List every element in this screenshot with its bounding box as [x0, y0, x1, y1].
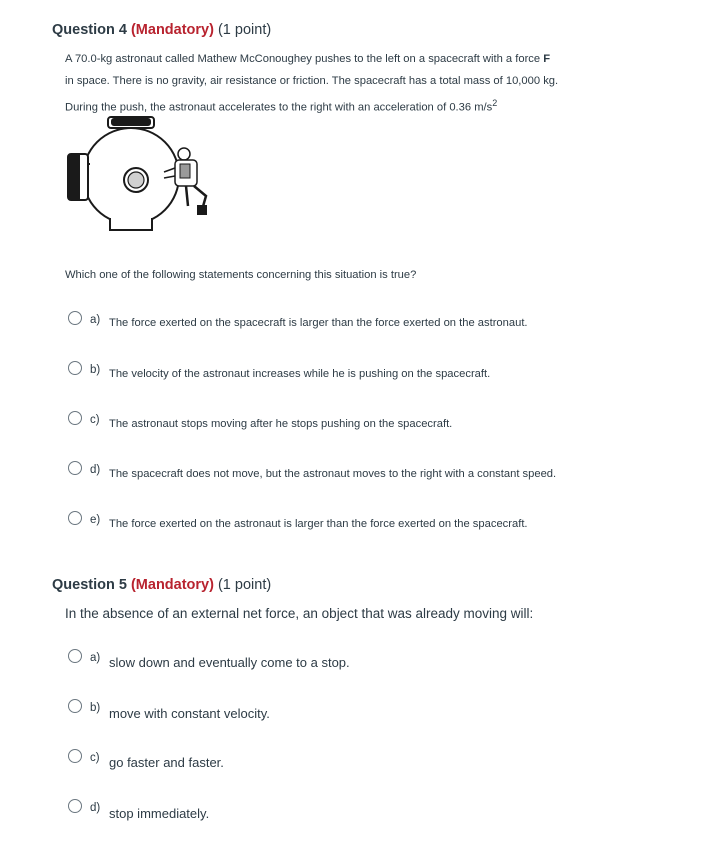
- q4-option-d-text[interactable]: The spacecraft does not move, but the astronaut moves to the right with a constant speed.: [109, 468, 557, 480]
- question-4-number: Question 4: [52, 22, 131, 38]
- question-4-line-1: A 70.0-kg astronaut called Mathew McConoughey pushes to the left on a spacecraft with a force F: [65, 53, 551, 65]
- question-5-number: Question 5: [52, 577, 131, 593]
- q4-option-d-letter: d): [90, 464, 101, 476]
- question-5-points: (1 point): [213, 577, 272, 593]
- q5-option-a-letter: a): [90, 652, 101, 664]
- q4-option-b-letter: b): [90, 364, 101, 376]
- q4-option-d-radio[interactable]: [68, 461, 82, 475]
- force-symbol: F: [543, 53, 551, 65]
- question-5-prompt: In the absence of an external net force, an object that was already moving will:: [65, 606, 534, 621]
- question-4-line-3: During the push, the astronaut accelerates to the right with an acceleration of 0.36 $m/s^2$: [65, 98, 498, 114]
- question-4-points: (1 point): [213, 22, 272, 38]
- question-4-text: [65, 48, 685, 119]
- q4-option-c-text[interactable]: The astronaut stops moving after he stops pushing on the spacecraft.: [109, 418, 453, 430]
- q4-option-b-text[interactable]: The velocity of the astronaut increases while he is pushing on the spacecraft.: [109, 368, 491, 380]
- q5-option-a-radio[interactable]: [68, 649, 82, 663]
- q5-option-a-text[interactable]: slow down and eventually come to a stop.: [109, 655, 350, 670]
- q5-option-c-letter: c): [90, 752, 100, 764]
- q4-option-a-text[interactable]: The force exerted on the spacecraft is larger than the force exerted on the astronaut.: [109, 317, 528, 329]
- q5-option-b-radio[interactable]: [68, 699, 82, 713]
- astronaut-spacecraft-illustration: [60, 114, 226, 238]
- q4-option-a-letter: a): [90, 314, 101, 326]
- q4-option-e-letter: e): [90, 514, 101, 526]
- question-4-prompt: Which one of the following statements concerning this situation is true?: [65, 269, 417, 281]
- question-5-title: [52, 577, 271, 593]
- q5-option-d-text[interactable]: stop immediately.: [109, 806, 210, 821]
- q4-option-b-radio[interactable]: [68, 361, 82, 375]
- q4-option-a-radio[interactable]: [68, 311, 82, 325]
- exponent: 2: [492, 98, 498, 108]
- q5-option-d-letter: d): [90, 802, 101, 814]
- q5-option-b-text[interactable]: move with constant velocity.: [109, 706, 270, 721]
- question-4-line-2: in space. There is no gravity, air resistance or friction. The spacecraft has a total mass of 10,000 kg.: [65, 75, 559, 87]
- q4-option-e-radio[interactable]: [68, 511, 82, 525]
- q5-option-b-letter: b): [90, 702, 101, 714]
- q5-option-c-radio[interactable]: [68, 749, 82, 763]
- q5-option-c-text[interactable]: go faster and faster.: [109, 755, 224, 770]
- question-4-title: [52, 22, 271, 38]
- q5-option-d-radio[interactable]: [68, 799, 82, 813]
- question-4-mandatory: (Mandatory): [130, 22, 214, 38]
- question-5-mandatory: (Mandatory): [130, 577, 214, 593]
- q4-option-e-text[interactable]: The force exerted on the astronaut is larger than the force exerted on the spacecraft.: [109, 518, 528, 530]
- q4-option-c-radio[interactable]: [68, 411, 82, 425]
- q4-option-c-letter: c): [90, 414, 100, 426]
